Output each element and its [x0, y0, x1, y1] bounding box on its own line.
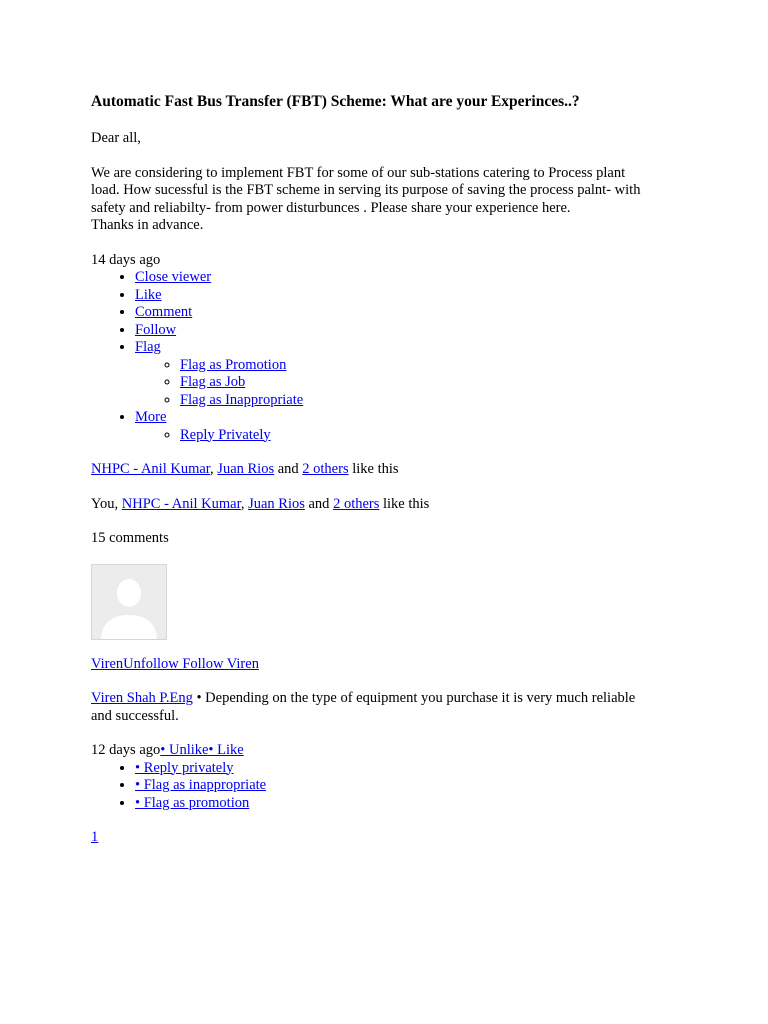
list-item	[135, 339, 677, 409]
list-item	[135, 795, 677, 813]
list-item	[135, 287, 677, 305]
post-timestamp: 14 days ago	[91, 251, 161, 268]
list-item	[135, 777, 677, 795]
list-item	[135, 304, 677, 322]
post-body-line: safety and reliabilty- from power disturbunces . Please share your experience here.	[91, 199, 571, 216]
list-item	[180, 427, 677, 445]
list-item	[180, 392, 677, 410]
list-item	[180, 374, 677, 392]
like-link[interactable]: Like	[135, 286, 162, 303]
more-submenu	[135, 427, 677, 445]
liker-link[interactable]: Juan Rios	[248, 495, 305, 512]
post-greeting: Dear all,	[91, 130, 141, 146]
action-menu	[91, 287, 677, 445]
likes-suffix: like this	[352, 461, 399, 477]
list-item	[135, 269, 677, 287]
pagination	[91, 829, 677, 847]
comment-meta	[91, 742, 677, 760]
liker-link[interactable]: NHPC - Anil Kumar	[91, 461, 211, 477]
comment-text-line: Depending on the type of equipment you purchase it is very much reliable	[205, 690, 636, 706]
follow-link[interactable]: Follow	[135, 321, 177, 338]
comment-flag-inappropriate-link[interactable]: • Flag as inappropriate	[135, 777, 267, 793]
post-body-line: load. How sucessful is the FBT scheme in serving its purpose of saving the process palnt- with	[91, 182, 641, 198]
close-viewer-link[interactable]: Close viewer	[135, 269, 212, 285]
likes-line-you	[91, 496, 677, 514]
likes-separator: ,	[240, 495, 245, 512]
liker-link[interactable]: NHPC - Anil Kumar	[121, 495, 241, 512]
list-item	[135, 760, 677, 778]
comment-reply-privately-link[interactable]: • Reply privately	[135, 759, 234, 776]
comment-link[interactable]: Comment	[135, 304, 193, 320]
likes-you: You,	[91, 495, 119, 512]
likes-separator: ,	[210, 461, 214, 477]
comment-author-header	[91, 656, 677, 674]
others-link[interactable]: 2 others	[333, 495, 380, 512]
likes-and: and	[277, 461, 299, 477]
page-1-link[interactable]: 1	[91, 829, 99, 845]
unlike-like-link[interactable]: • Unlike• Like	[160, 742, 244, 758]
list-item	[135, 409, 677, 444]
likes-and: and	[308, 495, 330, 512]
comment-text-line: and successful.	[91, 707, 179, 724]
comments-count: 15 comments	[91, 530, 169, 546]
likes-suffix: like this	[383, 495, 430, 512]
list-item	[135, 322, 677, 340]
comment-author-follow-link[interactable]: VirenUnfollow Follow Viren	[91, 655, 259, 672]
user-silhouette-icon	[92, 565, 166, 639]
comment-timestamp: 12 days ago	[91, 742, 161, 758]
post-body-line: We are considering to implement FBT for some of our sub-stations catering to Process plant	[91, 164, 626, 181]
post-thanks: Thanks in advance.	[91, 217, 204, 233]
reply-privately-link[interactable]: Reply Privately	[180, 426, 271, 443]
liker-link[interactable]: Juan Rios	[217, 461, 275, 477]
more-link[interactable]: More	[135, 409, 167, 425]
comment-body	[91, 690, 677, 725]
others-link[interactable]: 2 others	[302, 461, 349, 477]
comment-actions	[91, 760, 677, 813]
likes-line	[91, 461, 677, 479]
flag-inappropriate-link[interactable]: Flag as Inappropriate	[180, 391, 304, 408]
viewer-menu	[91, 269, 677, 287]
flag-submenu	[135, 357, 677, 410]
post-title: Automatic Fast Bus Transfer (FBT) Scheme: What are your Experinces..?	[91, 93, 580, 110]
flag-job-link[interactable]: Flag as Job	[180, 374, 246, 390]
flag-promotion-link[interactable]: Flag as Promotion	[180, 356, 287, 373]
comment-bullet: •	[196, 690, 202, 706]
list-item	[180, 357, 677, 375]
comment-flag-promotion-link[interactable]: • Flag as promotion	[135, 794, 250, 811]
avatar[interactable]	[91, 564, 167, 640]
post-body	[91, 165, 677, 235]
flag-link[interactable]: Flag	[135, 339, 161, 355]
comment-author-link[interactable]: Viren Shah P.Eng	[91, 690, 193, 706]
